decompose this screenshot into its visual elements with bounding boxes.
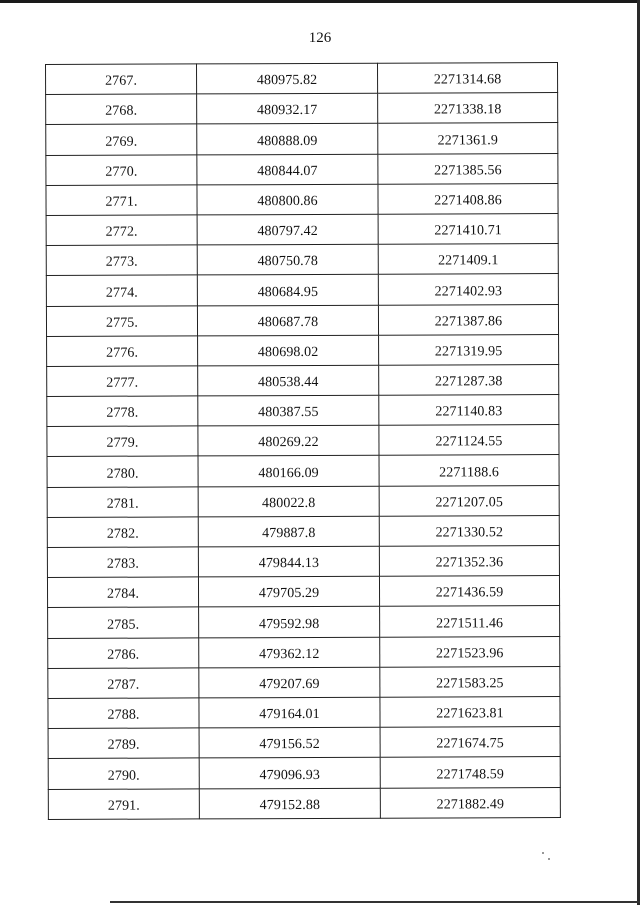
- y-coordinate-cell: 2271674.75: [380, 727, 560, 758]
- y-coordinate-cell: 2271361.9: [378, 123, 558, 154]
- point-number-cell: 2780.: [47, 456, 198, 487]
- scan-speck: [542, 852, 544, 854]
- point-number-cell: 2778.: [47, 396, 198, 427]
- point-number-cell: 2779.: [47, 426, 198, 457]
- x-coordinate-cell: 479592.98: [199, 607, 380, 638]
- x-coordinate-cell: 480800.86: [197, 184, 378, 215]
- table-row: [47, 334, 559, 366]
- y-coordinate-cell: 2271352.36: [379, 546, 559, 577]
- point-number-cell: 2790.: [48, 758, 199, 789]
- y-coordinate-cell: 2271409.1: [378, 244, 558, 275]
- table-row: [48, 757, 560, 789]
- y-coordinate-cell: 2271188.6: [379, 455, 559, 486]
- table-row: [46, 274, 558, 306]
- y-coordinate-cell: 2271140.83: [379, 395, 559, 426]
- x-coordinate-cell: 480538.44: [198, 365, 379, 396]
- page-number: 126: [308, 30, 332, 46]
- x-coordinate-cell: 480844.07: [197, 154, 378, 185]
- y-coordinate-cell: 2271436.59: [379, 576, 559, 607]
- x-coordinate-cell: 479152.88: [199, 788, 380, 819]
- y-coordinate-cell: 2271523.96: [380, 636, 560, 667]
- point-number-cell: 2773.: [46, 245, 197, 276]
- table-row: [47, 455, 559, 487]
- x-coordinate-cell: 479096.93: [199, 758, 380, 789]
- point-number-cell: 2787.: [48, 668, 199, 699]
- y-coordinate-cell: 2271338.18: [378, 93, 558, 124]
- point-number-cell: 2772.: [46, 215, 197, 246]
- table-row: [46, 123, 558, 155]
- table-row: [47, 364, 559, 396]
- y-coordinate-cell: 2271387.86: [378, 304, 558, 335]
- point-number-cell: 2788.: [48, 698, 199, 729]
- point-number-cell: 2771.: [46, 185, 197, 216]
- scan-speck: [548, 858, 550, 860]
- table-row: [47, 485, 559, 517]
- table-row: [48, 666, 560, 698]
- y-coordinate-cell: 2271583.25: [380, 666, 560, 697]
- point-number-cell: 2785.: [48, 607, 199, 638]
- y-coordinate-cell: 2271287.38: [379, 364, 559, 395]
- x-coordinate-cell: 480932.17: [197, 93, 378, 124]
- x-coordinate-cell: 480888.09: [197, 124, 378, 155]
- table-row: [46, 304, 558, 336]
- point-number-cell: 2768.: [46, 94, 197, 125]
- point-number-cell: 2769.: [46, 124, 197, 155]
- x-coordinate-cell: 480975.82: [197, 63, 378, 94]
- point-number-cell: 2774.: [46, 275, 197, 306]
- table-row: [47, 395, 559, 427]
- y-coordinate-cell: 2271623.81: [380, 696, 560, 727]
- x-coordinate-cell: 480387.55: [198, 395, 379, 426]
- table-row: [46, 93, 558, 125]
- y-coordinate-cell: 2271385.56: [378, 153, 558, 184]
- coordinates-table: [45, 62, 561, 820]
- scan-border-bottom: [110, 901, 640, 903]
- point-number-cell: 2777.: [47, 366, 198, 397]
- x-coordinate-cell: 479887.8: [198, 516, 379, 547]
- y-coordinate-cell: 2271511.46: [380, 606, 560, 637]
- point-number-cell: 2776.: [47, 336, 198, 367]
- table-row: [47, 546, 559, 578]
- y-coordinate-cell: 2271882.49: [380, 787, 560, 818]
- x-coordinate-cell: 480698.02: [198, 335, 379, 366]
- y-coordinate-cell: 2271330.52: [379, 515, 559, 546]
- table-row: [47, 425, 559, 457]
- x-coordinate-cell: 480269.22: [198, 425, 379, 456]
- point-number-cell: 2775.: [46, 305, 197, 336]
- table-row: [46, 213, 558, 245]
- y-coordinate-cell: 2271410.71: [378, 213, 558, 244]
- x-coordinate-cell: 479705.29: [198, 576, 379, 607]
- point-number-cell: 2781.: [47, 487, 198, 518]
- table-row: [48, 696, 560, 728]
- x-coordinate-cell: 479164.01: [199, 697, 380, 728]
- table-row: [46, 153, 558, 185]
- y-coordinate-cell: 2271748.59: [380, 757, 560, 788]
- x-coordinate-cell: 480684.95: [197, 275, 378, 306]
- y-coordinate-cell: 2271319.95: [379, 334, 559, 365]
- table-row: [47, 515, 559, 547]
- table-row: [46, 244, 558, 276]
- y-coordinate-cell: 2271314.68: [377, 63, 557, 94]
- x-coordinate-cell: 479844.13: [198, 546, 379, 577]
- scan-border-top: [0, 0, 640, 3]
- x-coordinate-cell: 479207.69: [199, 667, 380, 698]
- point-number-cell: 2791.: [48, 788, 199, 819]
- point-number-cell: 2767.: [46, 64, 197, 95]
- coordinates-table-body: [46, 63, 561, 820]
- table-row: [48, 636, 560, 668]
- table-row: [46, 183, 558, 215]
- x-coordinate-cell: 480022.8: [198, 486, 379, 517]
- point-number-cell: 2782.: [47, 517, 198, 548]
- table-row: [48, 787, 560, 819]
- table-row: [48, 606, 560, 638]
- x-coordinate-cell: 479362.12: [199, 637, 380, 668]
- y-coordinate-cell: 2271124.55: [379, 425, 559, 456]
- table-row: [47, 576, 559, 608]
- point-number-cell: 2783.: [47, 547, 198, 578]
- x-coordinate-cell: 480166.09: [198, 456, 379, 487]
- point-number-cell: 2789.: [48, 728, 199, 759]
- point-number-cell: 2786.: [48, 637, 199, 668]
- y-coordinate-cell: 2271402.93: [378, 274, 558, 305]
- x-coordinate-cell: 480797.42: [197, 214, 378, 245]
- table-row: [48, 727, 560, 759]
- point-number-cell: 2770.: [46, 154, 197, 185]
- x-coordinate-cell: 480750.78: [197, 244, 378, 275]
- point-number-cell: 2784.: [47, 577, 198, 608]
- x-coordinate-cell: 479156.52: [199, 727, 380, 758]
- table-row: [46, 63, 558, 95]
- x-coordinate-cell: 480687.78: [197, 305, 378, 336]
- y-coordinate-cell: 2271207.05: [379, 485, 559, 516]
- y-coordinate-cell: 2271408.86: [378, 183, 558, 214]
